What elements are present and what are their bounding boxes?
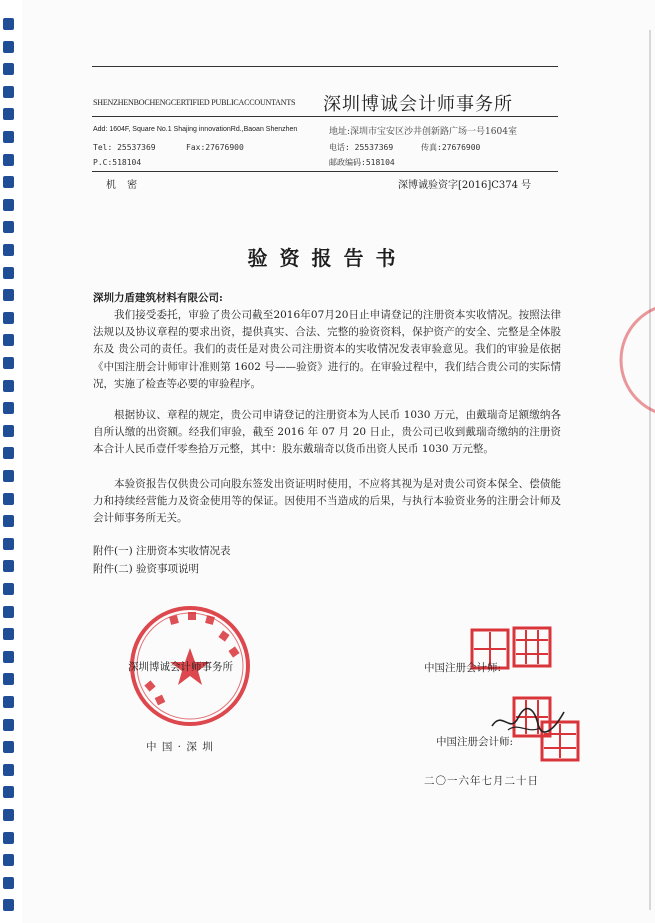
- binding-hole: [3, 515, 14, 527]
- cpa-seal-1-right: [512, 626, 552, 668]
- binding-hole: [3, 719, 14, 731]
- address-en: Add: 1604F, Square No.1 Shajing innovationRd.,Baoan Shenzhen: [93, 126, 298, 133]
- binding-hole: [3, 289, 14, 301]
- annex-1: 附件(一) 注册资本实收情况表: [93, 545, 231, 557]
- firm-signature-label: 深圳博诚会计师事务所: [128, 661, 233, 673]
- binding-hole: [3, 176, 14, 188]
- binding-hole: [3, 560, 14, 572]
- cpa-signature-label-2: 中国注册会计师:: [436, 736, 514, 748]
- paragraph-findings: 根据协议、章程的规定，贵公司申请登记的注册资本为人民币 1030 万元，由戴瑞奇足额缴纳各自所认缴的出资额。经我们审验，截至 2016 年 07 月 20 日止，贵公司已收到戴瑞奇缴纳的注册资本合计人民币壹仟零叁拾万元整，其中：股东戴瑞奇以货币出资人民币 1030 万元整。: [93, 409, 561, 456]
- binding-hole: [3, 86, 14, 98]
- binding-edge: [0, 0, 22, 923]
- report-number: 深博诚验资字[2016]C374 号: [398, 180, 532, 191]
- paragraph-engagement: 我们接受委托，审验了贵公司截至2016年07月20日止申请登记的注册资本实收情况。按照法律法规以及协议章程的要求出资，提供真实、合法、完整的验资资料，保护资产的安全、完整是全体股东及 贵公司的责任。我们的责任是对贵公司注册资本的实收情况发表审验意见。我们的审验是依据《中国注册会计师审计准则第 1602 号——验资》进行的。在审验过程中，我们结合贵公司的实际情况，实施了检查等必要的审验程序。: [93, 309, 561, 390]
- signing-location: 中 国 · 深 圳: [146, 741, 214, 753]
- confidential-label: 机 密: [106, 180, 142, 191]
- binding-hole: [3, 41, 14, 53]
- annex-2: 附件(二) 验资事项说明: [93, 563, 200, 575]
- binding-hole: [3, 538, 14, 550]
- binding-hole: [3, 786, 14, 798]
- report-date: 二〇一六年七月二十日: [424, 775, 539, 787]
- addressee: 深圳力盾建筑材料有限公司:: [93, 292, 223, 304]
- binding-hole: [3, 877, 14, 889]
- binding-hole: [3, 583, 14, 595]
- binding-hole: [3, 832, 14, 844]
- cpa-signature-label-1: 中国注册会计师:: [424, 662, 502, 674]
- postcode-en: P.C:518104: [93, 158, 142, 167]
- binding-hole: [3, 63, 14, 75]
- binding-hole: [3, 899, 14, 911]
- postcode-cn: 邮政编码:518104: [329, 158, 395, 167]
- page-edge: [649, 30, 651, 910]
- binding-hole: [3, 154, 14, 166]
- binding-hole: [3, 447, 14, 459]
- binding-hole: [3, 18, 14, 30]
- fax-cn: 传真:27676900: [421, 143, 481, 152]
- binding-hole: [3, 199, 14, 211]
- binding-hole: [3, 854, 14, 866]
- binding-hole: [3, 741, 14, 753]
- paragraph-usage: 本验资报告仅供贵公司向股东签发出资证明时使用，不应将其视为是对贵公司资本保全、偿债能力和持续经营能力及资金使用等的保证。因使用不当造成的后果，与执行本验资业务的注册会计师及会计师事务所无关。: [93, 478, 561, 525]
- binding-hole: [3, 334, 14, 346]
- binding-hole: [3, 764, 14, 776]
- margin-seal-partial: [615, 300, 655, 420]
- firm-name-cn: 深圳博诚会计师事务所: [323, 94, 513, 115]
- binding-hole: [3, 606, 14, 618]
- binding-hole: [3, 493, 14, 505]
- binding-hole: [3, 673, 14, 685]
- binding-hole: [3, 380, 14, 392]
- binding-hole: [3, 628, 14, 640]
- document-title: 验资报告书: [247, 246, 408, 270]
- letterhead-mid-rule: [92, 116, 558, 117]
- binding-hole: [3, 221, 14, 233]
- letterhead-top-rule: [92, 66, 558, 67]
- binding-hole: [3, 425, 14, 437]
- fax-en: Fax:27676900: [186, 143, 244, 152]
- binding-hole: [3, 651, 14, 663]
- binding-hole: [3, 470, 14, 482]
- binding-hole: [3, 108, 14, 120]
- tel-cn: 电话: 25537369: [329, 143, 394, 152]
- binding-hole: [3, 402, 14, 414]
- binding-hole: [3, 696, 14, 708]
- binding-hole: [3, 357, 14, 369]
- binding-hole: [3, 312, 14, 324]
- binding-hole: [3, 809, 14, 821]
- binding-hole: [3, 131, 14, 143]
- letterhead-bottom-rule: [92, 171, 558, 172]
- tel-en: Tel: 25537369: [93, 143, 156, 152]
- firm-name-en: SHENZHENBOCHENGCERTIFIED PUBLICACCOUNTANTS: [93, 98, 296, 107]
- address-cn: 地址:深圳市宝安区沙井创新路广场一号1604室: [329, 127, 517, 137]
